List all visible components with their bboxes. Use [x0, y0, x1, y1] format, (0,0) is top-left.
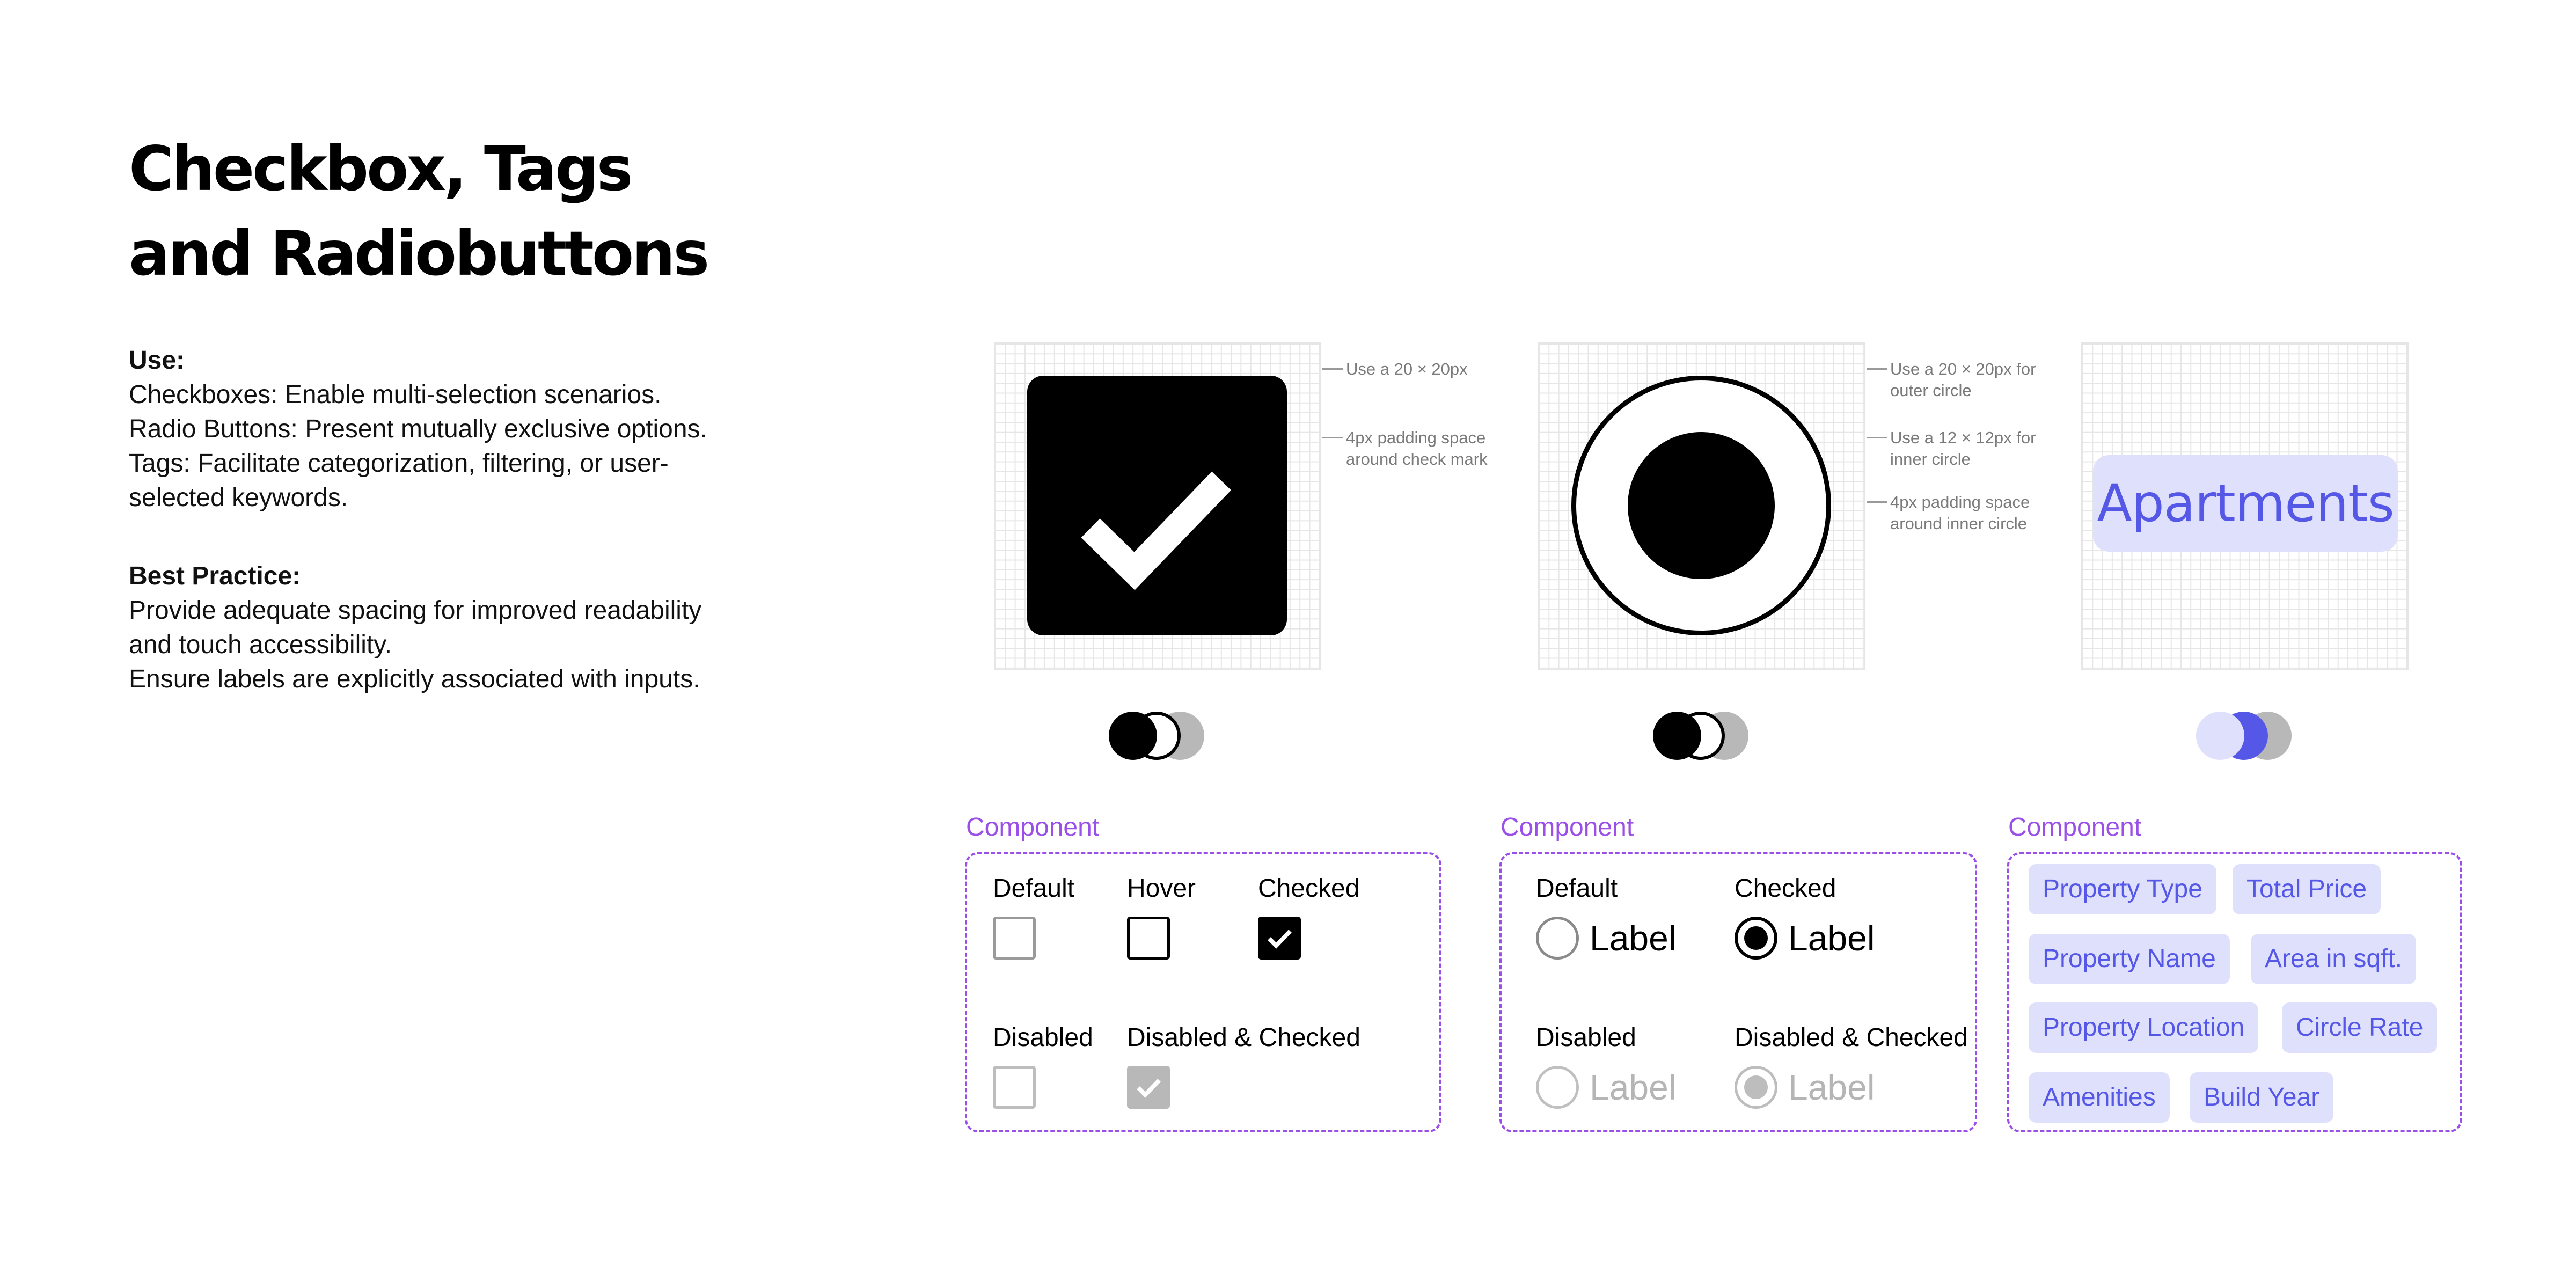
radio-option-label: Label — [1590, 1067, 1677, 1107]
component-label: Component — [1501, 813, 1634, 841]
checkmark-icon — [1027, 376, 1287, 635]
tag[interactable]: Circle Rate — [2282, 1002, 2437, 1053]
page-title — [129, 127, 826, 296]
state-label-hover: Hover — [1127, 874, 1196, 903]
radio-option-label: Label — [1788, 918, 1875, 958]
page-title-line-2: and Radiobuttons — [129, 218, 708, 289]
component-label: Component — [966, 813, 1100, 841]
tag[interactable]: Amenities — [2029, 1072, 2170, 1123]
radio-inner-dot — [1744, 1075, 1768, 1099]
checkbox-checked[interactable] — [1258, 917, 1301, 960]
radio-default[interactable] — [1536, 917, 1579, 960]
radio-checked[interactable] — [1735, 917, 1777, 960]
radio-option-label: Label — [1590, 918, 1677, 958]
checkbox-default[interactable] — [993, 917, 1036, 960]
tag[interactable]: Total Price — [2233, 864, 2381, 914]
use-section — [129, 343, 762, 515]
checkbox-disabled-checked — [1127, 1066, 1170, 1109]
annotation-leader — [1867, 501, 1887, 503]
tag[interactable]: Build Year — [2190, 1072, 2333, 1123]
state-label-disabled: Disabled — [1536, 1023, 1636, 1052]
checkbox-padding-note: 4px padding space around check mark — [1346, 428, 1488, 469]
use-line: Radio Buttons: Present mutually exclusive options. — [129, 415, 707, 443]
radio-inner-dot — [1744, 926, 1768, 950]
use-line: selected keywords. — [129, 484, 348, 512]
large-checked-checkbox — [1027, 376, 1287, 635]
checkbox-size-note: Use a 20 × 20px — [1346, 360, 1468, 378]
state-label-default: Default — [993, 874, 1075, 903]
radio-disabled — [1536, 1066, 1579, 1109]
use-line: Tags: Facilitate categorization, filtering, or user- — [129, 449, 669, 478]
best-practice-line: Ensure labels are explicitly associated with inputs. — [129, 665, 700, 693]
annotation-leader — [1322, 437, 1343, 438]
state-label-disabled-checked: Disabled & Checked — [1127, 1023, 1360, 1052]
use-heading: Use: — [129, 346, 185, 375]
checkmark-icon — [1258, 917, 1301, 960]
tag[interactable]: Area in sqft. — [2251, 934, 2416, 984]
best-practice-heading: Best Practice: — [129, 562, 301, 590]
radio-option-label: Label — [1788, 1067, 1875, 1107]
best-practice-line: and touch accessibility. — [129, 631, 392, 659]
best-practice-line: Provide adequate spacing for improved readability — [129, 596, 702, 625]
checkbox-hover[interactable] — [1127, 917, 1170, 960]
annotation-leader — [1867, 437, 1887, 438]
component-label: Component — [2008, 813, 2142, 841]
state-label-checked: Checked — [1735, 874, 1836, 903]
tag[interactable]: Property Type — [2029, 864, 2216, 914]
radio-inner-size-note: Use a 12 × 12px for inner circle — [1890, 428, 2036, 469]
checkbox-disabled — [993, 1066, 1036, 1109]
use-line: Checkboxes: Enable multi-selection scenarios. — [129, 380, 662, 409]
best-practice-section — [129, 559, 762, 697]
large-tag: Apartments — [2093, 455, 2398, 552]
radio-padding-note: 4px padding space around inner circle — [1890, 493, 2030, 533]
state-label-default: Default — [1536, 874, 1618, 903]
radio-disabled-checked — [1735, 1066, 1777, 1109]
state-label-disabled-checked: Disabled & Checked — [1735, 1023, 1968, 1052]
color-swatch-lavender — [2196, 712, 2244, 760]
color-swatch-black — [1653, 712, 1701, 760]
page-title-line-1: Checkbox, Tags — [129, 133, 631, 204]
large-radio-inner-circle — [1628, 432, 1775, 579]
annotation-leader — [1867, 368, 1887, 370]
radio-outer-size-note: Use a 20 × 20px for outer circle — [1890, 360, 2036, 400]
tag[interactable]: Property Name — [2029, 934, 2230, 984]
color-swatch-black — [1109, 712, 1157, 760]
state-label-disabled: Disabled — [993, 1023, 1093, 1052]
state-label-checked: Checked — [1258, 874, 1360, 903]
annotation-leader — [1322, 368, 1343, 370]
checkmark-icon — [1127, 1066, 1170, 1109]
tag[interactable]: Property Location — [2029, 1002, 2258, 1053]
